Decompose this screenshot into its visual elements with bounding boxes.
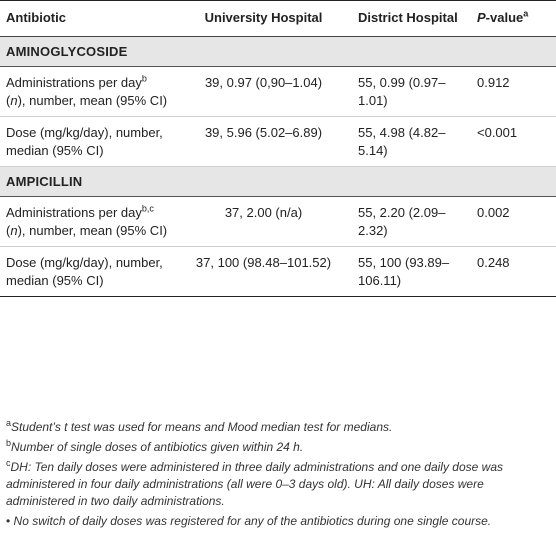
university-value: 39, 0.97 (0,90–1.04) [175, 67, 352, 117]
footnote-text: Student’s t test was used for means and Mood median test for medians. [11, 420, 393, 434]
header-antibiotic: Antibiotic [0, 1, 175, 37]
district-value: 55, 100 (93.89–106.11) [352, 247, 471, 297]
bullet-icon: • [6, 514, 11, 528]
row-label-text: Administrations per day [6, 205, 142, 220]
p-value: 0.248 [471, 247, 556, 297]
p-value: <0.001 [471, 117, 556, 167]
footnote-mark: c [6, 458, 11, 468]
table-row [0, 197, 556, 247]
footnote-text: DH: Ten daily doses were administered in three daily administrations and one daily dose was administered in four daily administrations (all were 0–3 days old). UH: All daily doses were administered in two daily administrations. [6, 460, 503, 508]
row-label: Dose (mg/kg/day), number, median (95% CI) [0, 247, 175, 297]
p-value: 0.002 [471, 197, 556, 247]
row-label: Dose (mg/kg/day), number, median (95% CI) [0, 117, 175, 167]
row-label-text: ( [6, 223, 11, 238]
university-value: 37, 2.00 (n/a) [175, 197, 352, 247]
row-label-text: Administrations per day [6, 75, 142, 90]
district-value: 55, 0.99 (0.97–1.01) [352, 67, 471, 117]
header-p-value [471, 1, 556, 37]
section-row-ampicillin [0, 167, 556, 197]
university-value: 37, 100 (98.48–101.52) [175, 247, 352, 297]
row-label [0, 67, 175, 117]
row-label-text: ), number, mean (95% CI) [17, 223, 168, 238]
row-label-text: ), number, mean (95% CI) [17, 93, 168, 108]
footnote-mark: b,c [141, 203, 154, 214]
p-letter: P [477, 10, 486, 25]
row-label-n: n [10, 223, 18, 238]
footnote-text: No switch of daily doses was registered for any of the antibiotics during one single course. [13, 514, 492, 528]
table-footnotes [6, 419, 550, 533]
p-value-footnote-mark: a [523, 8, 529, 19]
row-label-text: ( [6, 93, 11, 108]
table-row [0, 247, 556, 297]
header-row [0, 1, 556, 37]
footnote-mark: b [141, 73, 147, 84]
footnote-bullet [6, 513, 550, 530]
footnote-b [6, 439, 550, 456]
footnote-mark: b [6, 438, 12, 448]
table-row [0, 67, 556, 117]
table-row [0, 117, 556, 167]
section-row-aminoglycoside [0, 37, 556, 67]
header-university-hospital: University Hospital [175, 1, 352, 37]
footnote-mark: a [6, 418, 12, 428]
section-title: AMINOGLYCOSIDE [0, 37, 556, 67]
district-value: 55, 4.98 (4.82–5.14) [352, 117, 471, 167]
footnote-c [6, 459, 550, 510]
row-label [0, 197, 175, 247]
header-district-hospital: District Hospital [352, 1, 471, 37]
p-value: 0.912 [471, 67, 556, 117]
section-title: AMPICILLIN [0, 167, 556, 197]
p-value-text: -value [485, 10, 524, 25]
district-value: 55, 2.20 (2.09–2.32) [352, 197, 471, 247]
footnote-a [6, 419, 550, 436]
university-value: 39, 5.96 (5.02–6.89) [175, 117, 352, 167]
row-label-n: n [10, 93, 18, 108]
footnote-text: Number of single doses of antibiotics given within 24 h. [11, 440, 304, 454]
